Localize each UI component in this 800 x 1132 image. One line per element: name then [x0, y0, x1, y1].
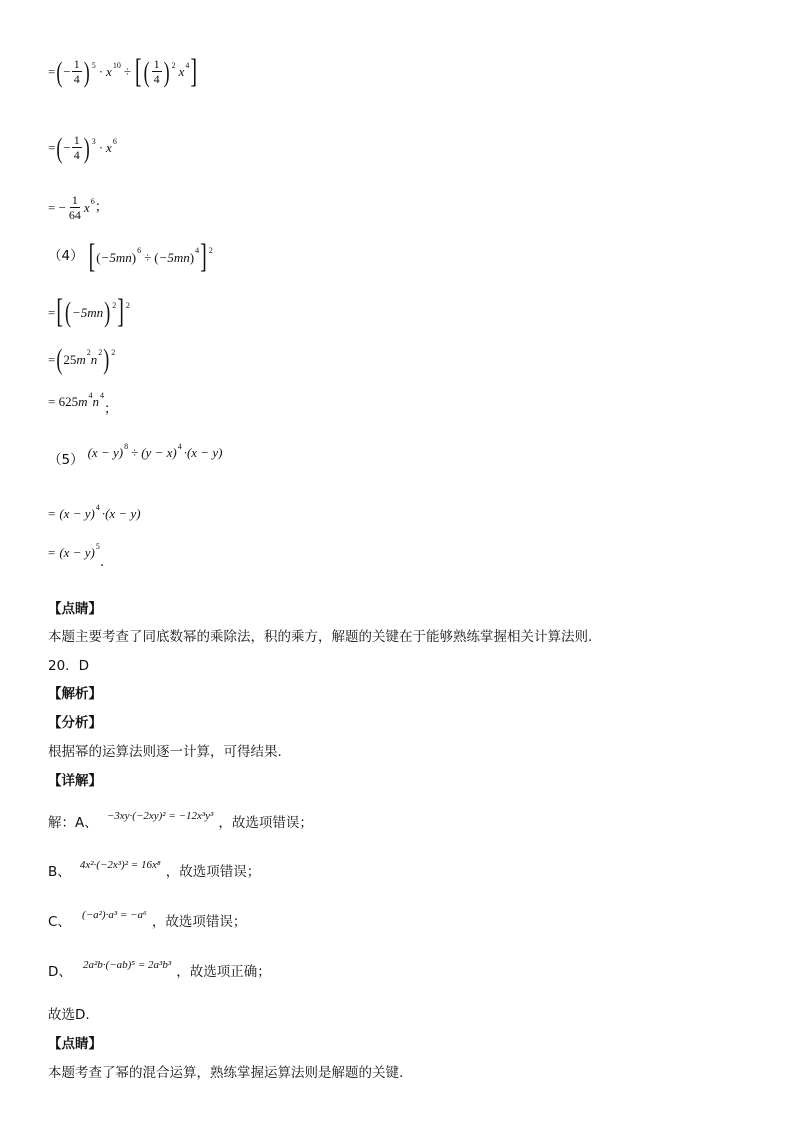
option-d-line	[48, 952, 271, 980]
problem-5-expression: （5） (x − y) 8 ÷ (y − x) 4 ·(x − y)	[48, 441, 223, 468]
option-a-line	[48, 803, 313, 831]
option-b-prefix: B、	[48, 864, 71, 880]
option-a-expression: −3xy·(−2xy)² = −12x³y³	[106, 810, 214, 822]
option-c-result: ，故选项错误；	[151, 914, 247, 930]
dianjing-text-2: 本题考查了幂的混合运算，熟练掌握运算法则是解题的关键.	[48, 1065, 404, 1081]
option-a-prefix: 解：A、	[48, 815, 98, 831]
option-b-result: ，故选项错误；	[165, 864, 261, 880]
option-d-result: ，故选项正确；	[176, 964, 271, 980]
jiexi-heading: 【解析】	[48, 686, 102, 702]
fenxi-heading: 【分析】	[48, 715, 102, 731]
option-c-line	[48, 902, 247, 930]
xiangjie-heading: 【详解】	[48, 773, 102, 789]
step-3-expression: = − $\frac{1}{64}$ x 6 ；	[48, 193, 109, 222]
dianjing-heading-1: 【点睛】	[48, 601, 102, 617]
question-20-title: 20．D	[48, 658, 90, 674]
option-b-expression: 4x²·(−2x³)² = 16x⁸	[79, 859, 161, 871]
conclusion-text: 故选D.	[48, 1007, 90, 1023]
problem-5-step-1: = (x − y) 4 ·(x − y)	[48, 502, 141, 521]
step-1-expression: = ( − $\frac{1}{4}$ ) 5 · x 10 ÷ [ ( $\frac{1}{4}$ ) 2 x 4 ]	[48, 52, 198, 91]
dianjing-text-1: 本题主要考查了同底数幂的乘除法，积的乘方，解题的关键在于能够熟练掌握相关计算法则.	[48, 629, 593, 645]
option-a-result: ，故选项错误；	[218, 815, 313, 831]
problem-4-expression: （4） [ ( −5mn ) 6 ÷ ( −5mn ) 4 ] 2	[48, 238, 213, 276]
problem-5-step-2: = (x − y) 5 .	[48, 541, 105, 570]
option-d-prefix: D、	[48, 964, 72, 980]
step-2-expression: = ( − $\frac{1}{4}$ ) 3 · x 6	[48, 131, 117, 164]
problem-4-step-2: = ( 25 m 2 n 2 ) 2	[48, 343, 116, 375]
problem-4-step-1: = [ ( −5mn ) 2 ] 2	[48, 293, 130, 331]
option-b-line	[48, 852, 261, 880]
option-c-prefix: C、	[48, 914, 71, 930]
problem-4-step-3: = 625 m 4 n 4 ；	[48, 390, 118, 417]
option-c-expression: (−a²)·a³ = −a⁶	[82, 909, 147, 921]
option-d-expression: 2a²b·(−ab)⁵ = 2a³b³	[83, 959, 172, 971]
dianjing-heading-2: 【点睛】	[48, 1036, 102, 1052]
fenxi-text: 根据幂的运算法则逐一计算，可得结果.	[48, 744, 282, 760]
